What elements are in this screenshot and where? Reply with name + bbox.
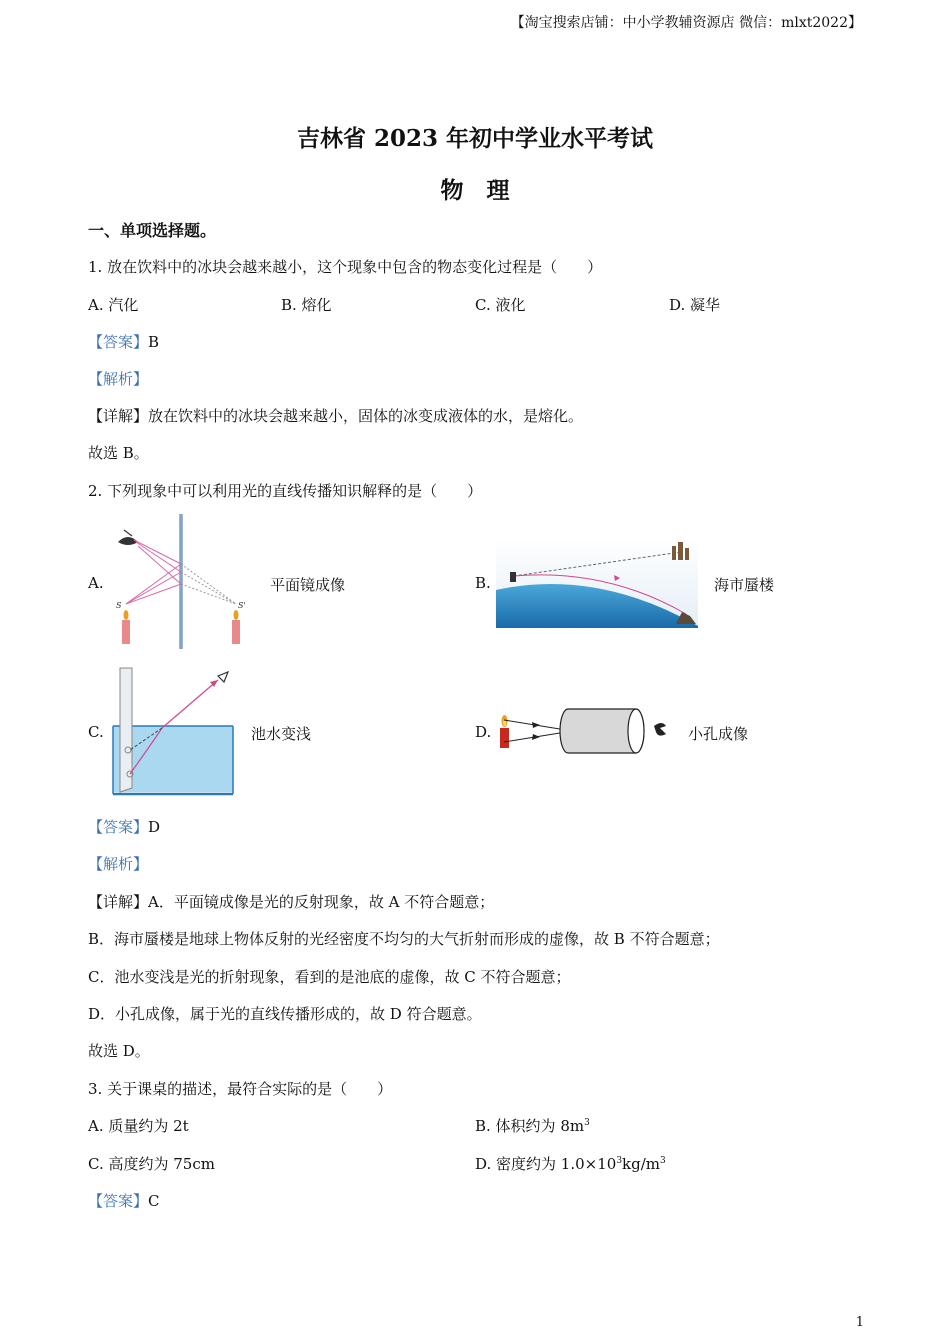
q3-option-d-sup1: 3 [616,1156,623,1166]
q2-option-d-caption: 小孔成像 [688,725,749,743]
answer-tag: 【答案】 [88,333,149,351]
q3-option-d [475,1153,666,1174]
q3-option-a: A. 质量约为 2t [88,1117,189,1135]
q2-conclusion: 故选 D。 [88,1042,150,1060]
q2-detail-d: D．小孔成像，属于光的直线传播形成的，故 D 符合题意。 [88,1005,482,1023]
answer-value: D [148,818,161,836]
q3-option-d-sup2: 3 [660,1156,666,1166]
q1-option-d: D. 凝华 [669,296,721,314]
q3-stem: 3. 关于课桌的描述，最符合实际的是（ ） [88,1080,393,1098]
answer-tag: 【答案】 [88,1192,149,1210]
plane-mirror-figure [110,512,260,652]
q3-answer [88,1190,160,1211]
subject-title: 物 理 [440,177,510,204]
q2-option-a-caption: 平面镜成像 [270,576,346,594]
page-number: 1 [855,1315,864,1330]
q3-option-c: C. 高度约为 75cm [88,1155,215,1173]
q1-stem: 1. 放在饮料中的冰块会越来越小，这个现象中包含的物态变化过程是（ ） [88,258,603,276]
q2-answer [88,816,160,837]
pool-shallow-figure [110,666,240,798]
q1-analysis-tag: 【解析】 [88,370,149,388]
q3-option-d-text: D. 密度约为 1.0×10 [475,1155,617,1173]
q2-option-a-letter: A. [88,574,104,592]
exam-title: 吉林省 2023 年初中学业水平考试 [296,125,654,152]
q2-option-d-letter: D. [475,723,492,741]
answer-value: B [148,333,160,351]
q1-answer [88,331,159,352]
q2-detail-b: B．海市蜃楼是地球上物体反射的光经密度不均匀的大气折射而形成的虚像，故 B 不符合题意； [88,930,720,948]
q2-option-c-letter: C. [88,723,104,741]
q1-option-a: A. 汽化 [88,296,139,314]
pinhole-figure [496,704,676,764]
label-s-prime: S' [238,601,246,610]
q3-option-b [475,1115,590,1136]
header-note: 【淘宝搜索店铺：中小学教辅资源店 微信：mlxt2022】 [510,15,862,31]
q2-analysis-tag: 【解析】 [88,855,149,873]
q2-detail-a: 【详解】A．平面镜成像是光的反射现象，故 A 不符合题意； [88,893,495,911]
q2-detail-c: C．池水变浅是光的折射现象，看到的是池底的虚像，故 C 不符合题意； [88,968,571,986]
q1-option-c: C. 液化 [475,296,526,314]
q1-detail: 【详解】放在饮料中的冰块会越来越小，固体的冰变成液体的水，是熔化。 [88,407,584,425]
q3-option-b-text: B. 体积约为 8m [475,1117,585,1135]
label-s: S [116,601,122,610]
q2-option-b-caption: 海市蜃楼 [714,576,775,594]
q2-option-c-caption: 池水变浅 [251,725,312,743]
q1-option-b: B. 熔化 [281,296,332,314]
answer-value: C [148,1192,160,1210]
mirage-figure [496,538,698,628]
q2-option-b-letter: B. [475,574,491,592]
q2-stem: 2. 下列现象中可以利用光的直线传播知识解释的是（ ） [88,482,483,500]
q3-option-d-unit: kg/m [622,1155,661,1173]
section-heading: 一、单项选择题。 [88,221,217,240]
q1-conclusion: 故选 B。 [88,444,149,462]
answer-tag: 【答案】 [88,818,149,836]
q3-option-b-sup: 3 [584,1118,590,1128]
